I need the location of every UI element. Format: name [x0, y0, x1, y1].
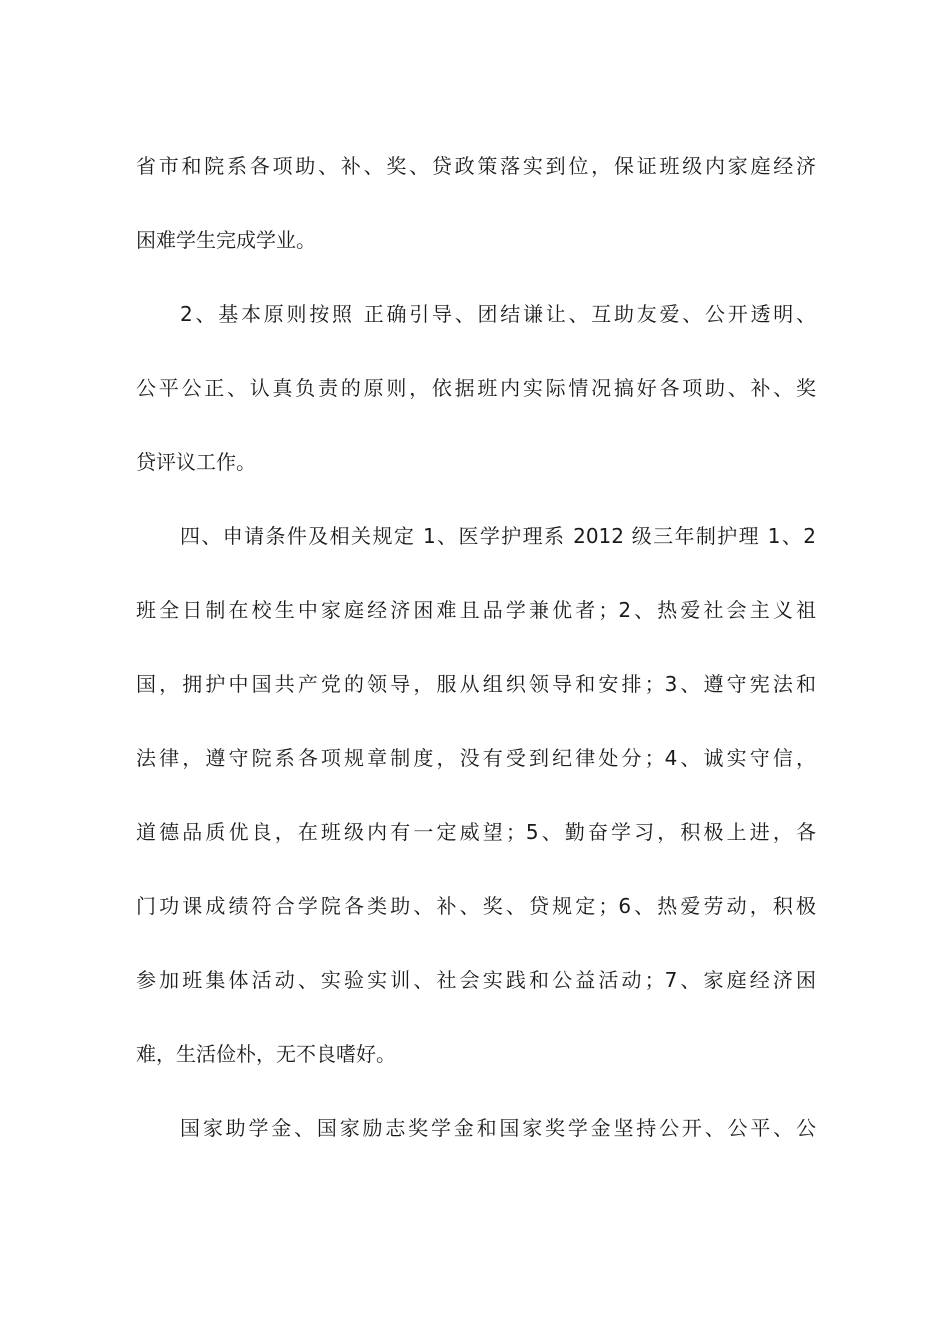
paragraph-line: 法律，遵守院系各项规章制度，没有受到纪律处分；4、诚实守信，	[136, 746, 816, 770]
paragraph-line: 门功课成绩符合学院各类助、补、奖、贷规定；6、热爱劳动，积极	[136, 894, 816, 918]
paragraph-line: 省市和院系各项助、补、奖、贷政策落实到位，保证班级内家庭经济	[136, 154, 816, 178]
paragraph-line: 道德品质优良，在班级内有一定威望；5、勤奋学习，积极上进，各	[136, 820, 816, 844]
paragraph-line: 公平公正、认真负责的原则，依据班内实际情况搞好各项助、补、奖	[136, 376, 816, 400]
paragraph-line: 2、基本原则按照 正确引导、团结谦让、互助友爱、公开透明、	[180, 302, 816, 326]
paragraph-line: 贷评议工作。	[136, 450, 256, 474]
paragraph-line: 参加班集体活动、实验实训、社会实践和公益活动；7、家庭经济困	[136, 968, 816, 992]
paragraph-line: 困难学生完成学业。	[136, 228, 316, 252]
paragraph-line: 班全日制在校生中家庭经济困难且品学兼优者；2、热爱社会主义祖	[136, 598, 816, 622]
paragraph-line: 难，生活俭朴，无不良嗜好。	[136, 1042, 396, 1066]
document-body	[136, 144, 816, 1180]
paragraph-line: 国家助学金、国家励志奖学金和国家奖学金坚持公开、公平、公	[180, 1116, 816, 1140]
paragraph-line: 国，拥护中国共产党的领导，服从组织领导和安排；3、遵守宪法和	[136, 672, 816, 696]
paragraph-line: 四、申请条件及相关规定 1、医学护理系 2012 级三年制护理 1、2	[180, 524, 816, 548]
